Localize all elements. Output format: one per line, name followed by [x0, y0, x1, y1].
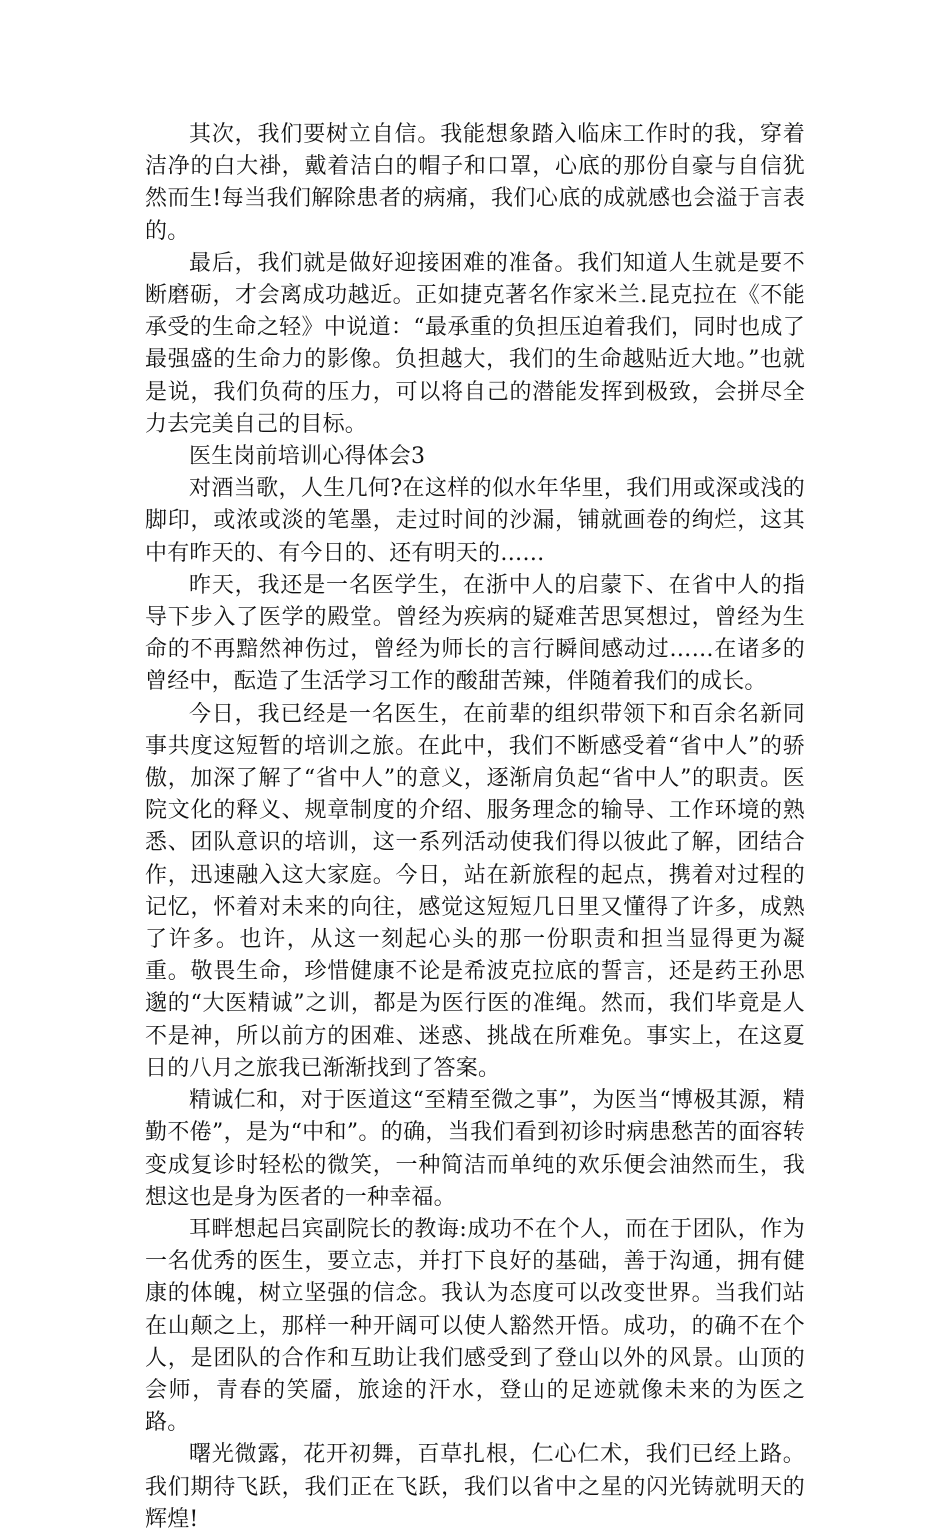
paragraph-confidence: 其次，我们要树立自信。我能想象踏入临床工作时的我，穿着洁净的白大褂，戴着洁白的帽子和口罩，心底的那份自豪与自信犹然而生!每当我们解除患者的病痛，我们心底的成就感也会溢于言表的。: [145, 122, 805, 244]
paragraph-intro: 对酒当歌，人生几何?在这样的似水年华里，我们用或深或浅的脚印，或浓或淡的笔墨，走过时间的沙漏，铺就画卷的绚烂，这其中有昨天的、有今日的、还有明天的……: [145, 476, 805, 566]
paragraph-yesterday: 昨天，我还是一名医学生，在浙中人的启蒙下、在省中人的指导下步入了医学的殿堂。曾经为疾病的疑难苦思冥想过，曾经为生命的不再黯然神伤过，曾经为师长的言行瞬间感动过……在诸多的曾经中，酝造了生活学习工作的酸甜苦辣，伴随着我们的成长。: [145, 572, 805, 695]
paragraph-prepare-difficulties: 最后，我们就是做好迎接困难的准备。我们知道人生就是要不断磨砺，才会离成功越近。正如捷克著名作家米兰.昆克拉在《不能承受的生命之轻》中说道：“最承重的负担压迫着我们，同时也成了最强盛的生命力的影像。负担越大，我们的生命越贴近大地。”也就是说，我们负荷的压力，可以将自己的潜能发挥到极致，会拼尽全力去完美自己的目标。: [145, 250, 805, 437]
section-heading: 医生岗前培训心得体会3: [189, 444, 426, 470]
paragraph-closing: 曙光微露，花开初舞，百草扎根，仁心仁术，我们已经上路。我们期待飞跃，我们正在飞跃，我们以省中之星的闪光铸就明天的辉煌!: [145, 1442, 805, 1532]
document-body: [145, 119, 805, 1536]
paragraph-today: 今日，我已经是一名医生，在前辈的组织带领下和百余名新同事共度这短暂的培训之旅。在此中，我们不断感受着“省中人”的骄傲，加深了解了“省中人”的意义，逐渐肩负起“省中人”的职责。医院文化的释义、规章制度的介绍、服务理念的输导、工作环境的熟悉、团队意识的培训，这一系列活动使我们得以彼此了解，团结合作，迅速融入这大家庭。今日，站在新旅程的起点，携着对过程的记忆，怀着对未来的向往，感觉这短短几日里又懂得了许多，成熟了许多。也许，从这一刻起心头的那一份职责和担当显得更为凝重。敬畏生命，珍惜健康不论是希波克拉底的誓言，还是药王孙思邈的“大医精诚”之训，都是为医行医的准绳。然而，我们毕竟是人不是神，所以前方的困难、迷惑、挑战在所难免。事实上，在这夏日的八月之旅我已渐渐找到了答案。: [145, 701, 805, 1081]
paragraph-teamwork: 耳畔想起吕宾副院长的教诲:成功不在个人，而在于团队，作为一名优秀的医生，要立志，并打下良好的基础，善于沟通，拥有健康的体魄，树立坚强的信念。我认为态度可以改变世界。当我们站在山颠之上，那样一种开阔可以使人豁然开悟。成功，的确不在个人，是团队的合作和互助让我们感受到了登山以外的风景。山顶的会师，青春的笑靥，旅途的汗水，登山的足迹就像未来的为医之路。: [145, 1216, 805, 1436]
paragraph-sincerity: 精诚仁和，对于医道这“至精至微之事”，为医当“博极其源，精勤不倦”，是为“中和”。的确，当我们看到初诊时病患愁苦的面容转变成复诊时轻松的微笑，一种简洁而单纯的欢乐便会油然而生，我想这也是身为医者的一种幸福。: [145, 1088, 805, 1210]
